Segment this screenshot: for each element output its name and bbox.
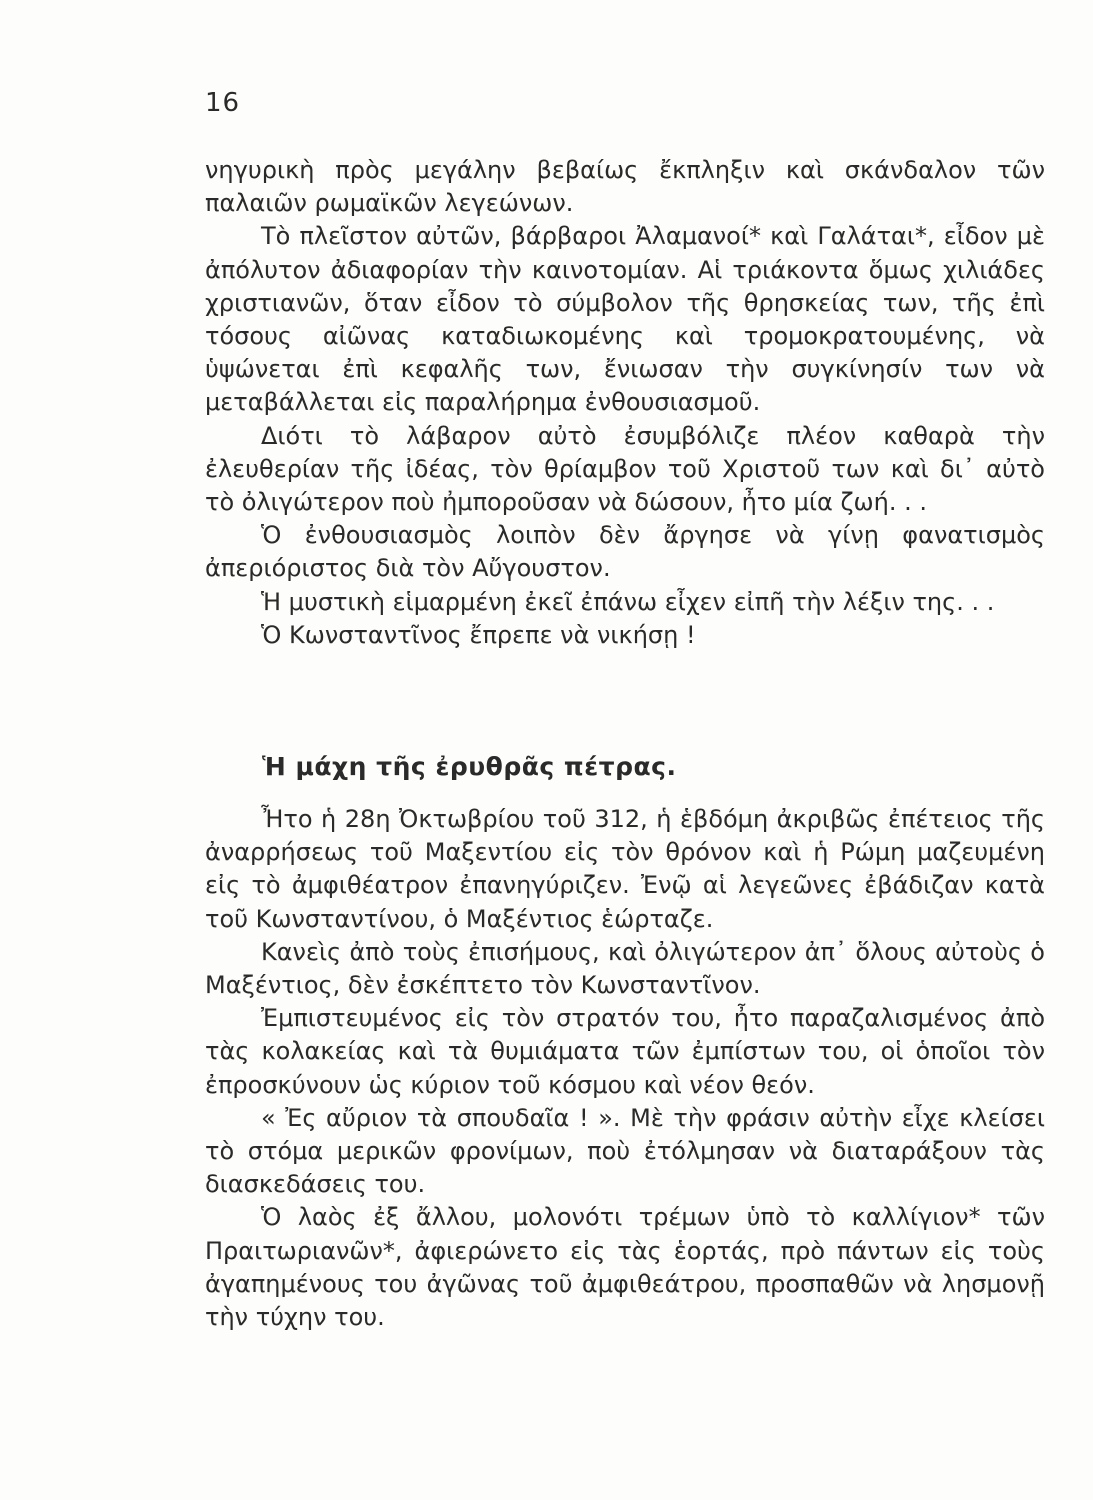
paragraph: Διότι τὸ λάβαρον αὐτὸ ἐσυμβόλιζε πλέον καθαρὰ τὴν ἐλευθερίαν τῆς ἰδέας, τὸν θρίαμβον τοῦ Χριστοῦ των καὶ δι᾿ αὐτὸ τὸ ὀλιγώτερον ποὺ ἠμποροῦσαν νὰ δώσουν, ἦτο μία ζωή. . .: [205, 421, 1045, 517]
paragraph: Ἡ μυστικὴ εἱμαρμένη ἐκεῖ ἐπάνω εἶχεν εἰπῆ τὴν λέξιν της. . .: [261, 587, 995, 616]
paragraph: Ὁ ἐνθουσιασμὸς λοιπὸν δὲν ἄργησε νὰ γίνῃ φανατισμὸς ἀπεριόριστος διὰ τὸν Αὔγουστον.: [205, 521, 1045, 583]
paragraph: Ὁ λαὸς ἐξ ἄλλου, μολονότι τρέμων ὑπὸ τὸ καλλίγιον* τῶν Πραιτωριανῶν*, ἀφιερώνετο εἰς τὰς ἑορτάς, πρὸ πάντων εἰς τοὺς ἀγαπημένους του ἀγῶνας τοῦ ἀμφιθεάτρου, προσπαθῶν νὰ λησμονῇ τὴν τύχην του.: [205, 1203, 1045, 1332]
section-1-text: [205, 154, 1045, 652]
section-heading: Ἡ μάχη τῆς ἐρυθρᾶς πέτρας.: [262, 752, 677, 781]
paragraph: Κανεὶς ἀπὸ τοὺς ἐπισήμους, καὶ ὀλιγώτερον ἀπ᾿ ὅλους αὐτοὺς ὁ Μαξέντιος, δὲν ἐσκέπτετο τὸν Κωνσταντῖνον.: [205, 937, 1045, 1000]
paragraph: « Ἐς αὔριον τὰ σπουδαῖα ! ». Μὲ τὴν φράσιν αὐτὴν εἶχε κλείσει τὸ στόμα μερικῶν φρονίμων, ποὺ ἐτόλμησαν νὰ διαταράξουν τὰς διασκεδάσεις του.: [205, 1103, 1045, 1199]
paragraph: Ὁ Κωνσταντῖνος ἔπρεπε νὰ νικήσῃ !: [261, 620, 696, 649]
paragraph: Ἦτο ἡ 28η Ὀκτωβρίου τοῦ 312, ἡ ἑβδόμη ἀκριβῶς ἐπέτειος τῆς ἀναρρήσεως τοῦ Μαξεντίου εἰς τὸν θρόνον καὶ ἡ Ρώμη μαζευμένη εἰς τὸ ἀμφιθέατρον ἐπανηγύριζεν. Ἐνῷ αἱ λεγεῶνες ἐβάδιζαν κατὰ τοῦ Κωνσταντίνου, ὁ Μαξέντιος ἑώρταζε.: [205, 805, 1045, 933]
paragraph: Τὸ πλεῖστον αὐτῶν, βάρβαροι Ἀλαμανοί* καὶ Γαλάται*, εἶδον μὲ ἀπόλυτον ἀδιαφορίαν τὴν καινοτομίαν. Αἱ τριάκοντα ὅμως χιλιάδες χριστιανῶν, ὅταν εἶδον τὸ σύμβολον τῆς θρησκείας των, τῆς ἐπὶ τόσους αἰῶνας καταδιωκομένης καὶ τρομοκρατουμένης, νὰ ὑψώνεται ἐπὶ κεφαλῆς των, ἔνιωσαν τὴν συγκίνησίν των νὰ μεταβάλλεται εἰς παραλήρημα ἐνθουσιασμοῦ.: [205, 222, 1045, 417]
paragraph: νηγυρικὴ πρὸς μεγάλην βεβαίως ἔκπληξιν καὶ σκάνδαλον τῶν παλαιῶν ρωμαϊκῶν λεγεώνων.: [205, 156, 1045, 218]
paragraph: Ἐμπιστευμένος εἰς τὸν στρατόν του, ἦτο παραζαλισμένος ἀπὸ τὰς κολακείας καὶ τὰ θυμιάματα τῶν ἐμπίστων του, οἱ ὁποῖοι τὸν ἐπροσκύνουν ὡς κύριον τοῦ κόσμου καὶ νέον θεόν.: [205, 1004, 1045, 1099]
section-2-text: [205, 803, 1045, 1334]
page-number: 16: [205, 88, 241, 118]
